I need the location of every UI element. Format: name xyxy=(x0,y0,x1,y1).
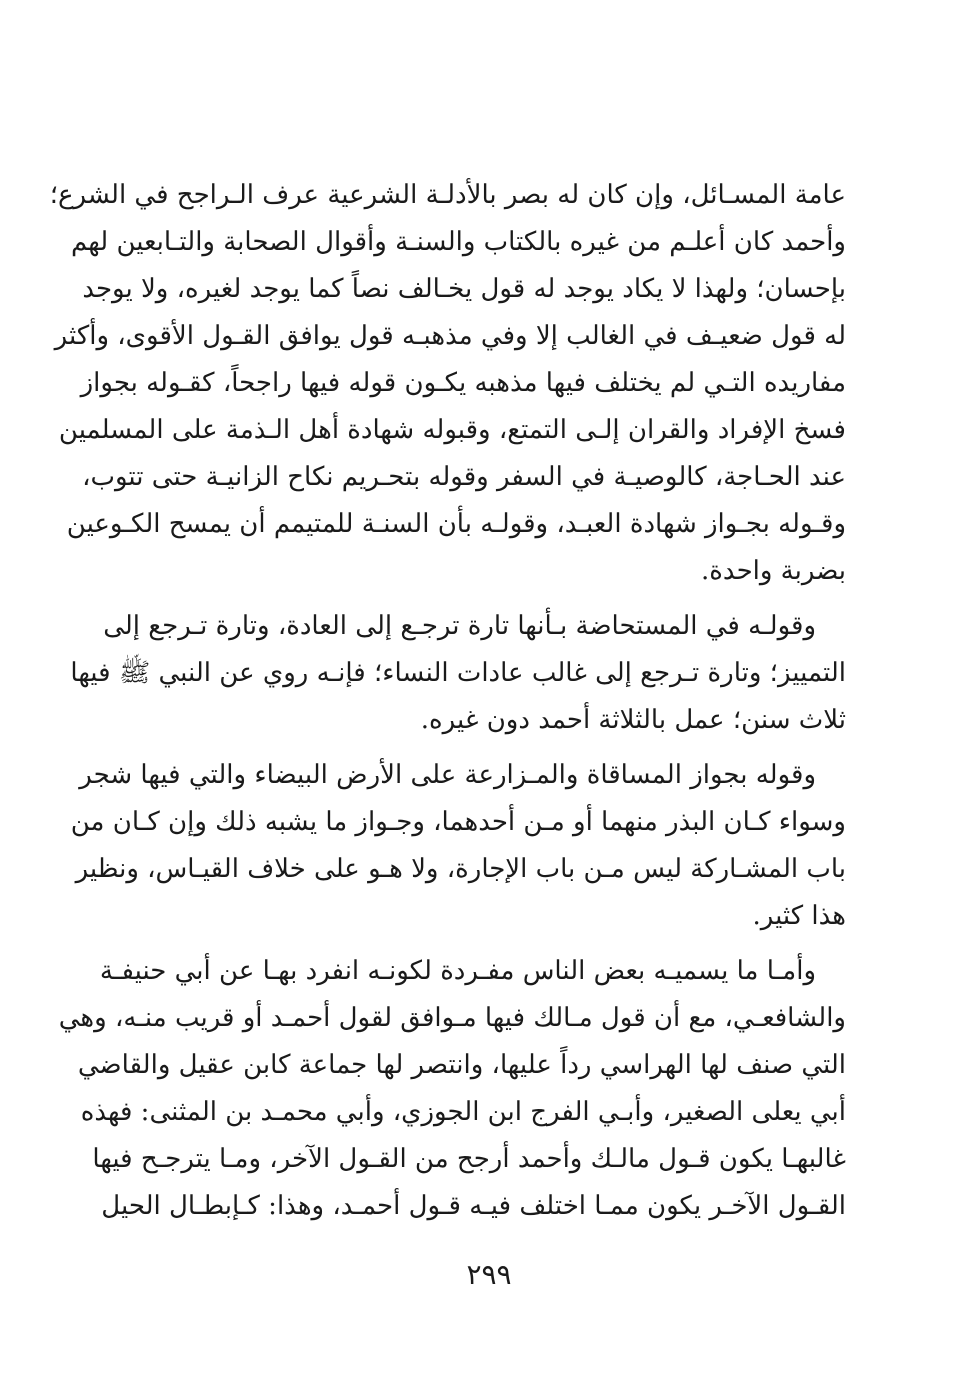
text-line: غالبهـا يكون قـول مالـك وأحمد أرجح من القـول الآخر، ومـا يترجـح فيها xyxy=(92,1144,846,1174)
text-line: أبي يعلى الصغير، وأبـي الفرج ابن الجوزي، وأبي محمـد بن المثنى: فهذه xyxy=(80,1097,846,1127)
text-line: عامة المسـائل، وإن كان له بصر بالأدلـة الشرعية عرف الـراجح في الشرع؛ xyxy=(49,180,846,210)
text-line: القـول الآخـر يكون ممـا اختلف فيـه قـول أحمـد، وهذا: كـإبطـال الحيل xyxy=(101,1191,846,1221)
text-line: فسخ الإفراد والقران إلـى التمتع، وقبوله شهادة أهل الـذمة على المسلمين xyxy=(58,415,846,445)
text-line: عند الحـاجة، كالوصيـة في السفر وقوله بتحـريم نكاح الزانيـة حتى تتوب، xyxy=(82,462,846,492)
paragraph-4 xyxy=(58,948,846,1230)
text-line: مفاريده التـي لم يختلف فيها مذهبه يكـون قوله فيها راجحاً، كقـوله بجواز xyxy=(80,368,846,398)
page-number: ٢٩٩ xyxy=(466,1258,512,1291)
text-line: بإحسان؛ ولهذا لا يكاد يوجد له قول يخـالف نصاً كما يوجد لغيره، ولا يوجد xyxy=(82,274,846,304)
text-line: وقولـه في المستحاضة بـأنها تارة ترجـع إلى العادة، وتارة تـرجع إلى xyxy=(103,611,816,641)
text-line: بضربة واحدة. xyxy=(701,556,846,586)
text-line: وأحمد كان أعلـم من غيره بالكتاب والسنـة وأقوال الصحابة والتـابعين لهم xyxy=(71,227,846,257)
text-line: والشافعـي، مع أن قول مـالك فيها مـوافق لقول أحمـد أو قريب منـه، وهي xyxy=(58,1003,846,1033)
text-line: التمييز؛ وتارة تـرجع إلى غالب عادات النساء؛ فإنـه روي عن النبي ﷺ فيها xyxy=(70,658,846,688)
paragraph-gap xyxy=(134,940,846,948)
text-line: له قول ضعيـف في الغالب إلا وفي مذهبـه قول يوافق القـول الأقوى، وأكثر xyxy=(54,321,846,351)
text-line: ثلاث سنن؛ عمل بالثلاثة أحمد دون غيره. xyxy=(420,705,846,735)
text-line: وأمـا ما يسميـه بعض الناس مفـردة لكونـه انفرد بهـا عن أبي حنيفـة xyxy=(99,956,816,986)
text-line: باب المشـاركة ليس مـن باب الإجارة، ولا هـو على خلاف القيـاس، ونظير xyxy=(75,854,846,884)
text-line: هذا كثير. xyxy=(752,901,846,931)
paragraph-gap xyxy=(134,595,846,603)
text-line: وقـوله بجـواز شهادة العبـد، وقولـه بأن السنـة للمتيمم أن يمسح الكـوعين xyxy=(66,509,846,539)
paragraph-gap xyxy=(134,744,846,752)
paragraph-2 xyxy=(70,603,846,744)
text-line: التي صنف لها الهراسي رداً عليها، وانتصر لها جماعة كابن عقيل والقاضي xyxy=(77,1050,846,1080)
text-line: وسواء كـان البذر منهما أو مـن أحدهما، وجـواز ما يشبه ذلك وإن كـان من xyxy=(70,807,846,837)
paragraph-1 xyxy=(49,172,846,595)
text-line: وقوله بجواز المساقاة والمـزارعة على الأرض البيضاء والتي فيها شجر xyxy=(79,760,816,790)
paragraph-3 xyxy=(70,752,846,940)
body-text xyxy=(49,172,846,1230)
